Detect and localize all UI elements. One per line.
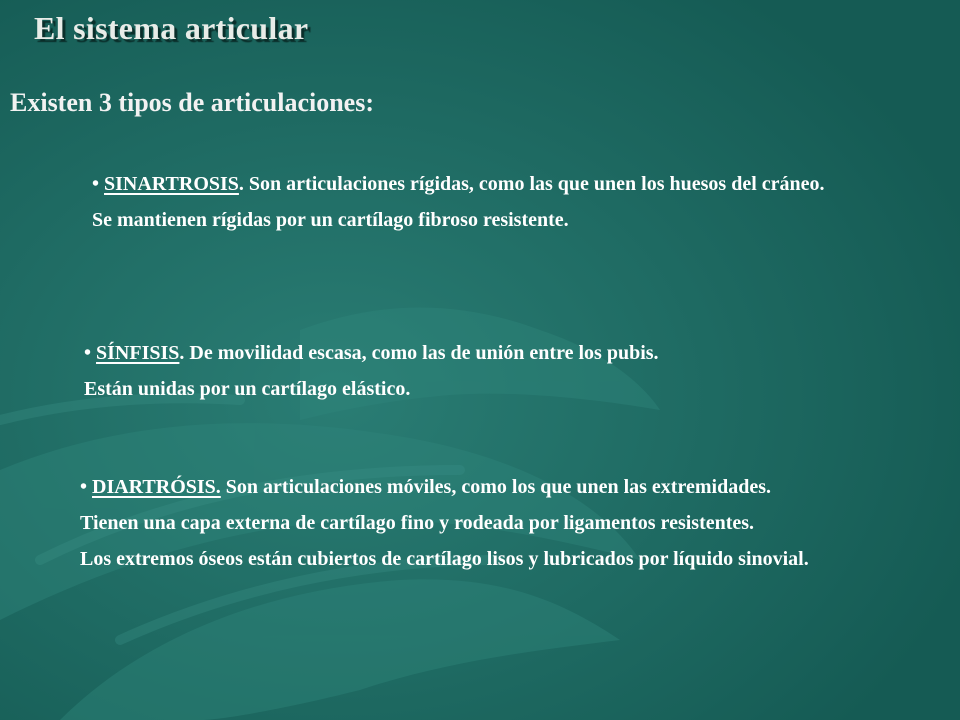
term-sinfisis: SÍNFISIS <box>96 342 180 364</box>
lead-text: . De movilidad escasa, como las de unión entre los pubis. <box>179 342 659 364</box>
lead-text: Son articulaciones móviles, como los que unen las extremidades. <box>220 476 771 498</box>
section-diartrosis <box>80 473 900 573</box>
detail-text: Tienen una capa externa de cartílago fino y rodeada por ligamentos resistentes. <box>80 512 755 534</box>
slide-title: El sistema articular <box>34 10 309 46</box>
section-sinfisis <box>84 339 904 403</box>
section-lead <box>84 339 904 367</box>
detail-text: Se mantienen rígidas por un cartílago fibroso resistente. <box>92 209 569 231</box>
bullet: • <box>92 173 100 195</box>
term-diartrosis: DIARTRÓSIS. <box>92 476 221 498</box>
lead-text: . Son articulaciones rígidas, como las que unen los huesos del cráneo. <box>238 173 825 195</box>
bullet: • <box>80 476 88 498</box>
section-lead <box>92 170 892 198</box>
term-sinartrosis: SINARTROSIS <box>104 173 239 195</box>
bullet: • <box>84 342 92 364</box>
section-lead <box>80 473 900 501</box>
detail-text: Están unidas por un cartílago elástico. <box>84 378 411 400</box>
section-sinartrosis <box>92 170 892 234</box>
detail-text: Los extremos óseos están cubiertos de cartílago lisos y lubricados por líquido sinovial. <box>80 548 809 570</box>
slide-subtitle: Existen 3 tipos de articulaciones: <box>10 88 374 117</box>
